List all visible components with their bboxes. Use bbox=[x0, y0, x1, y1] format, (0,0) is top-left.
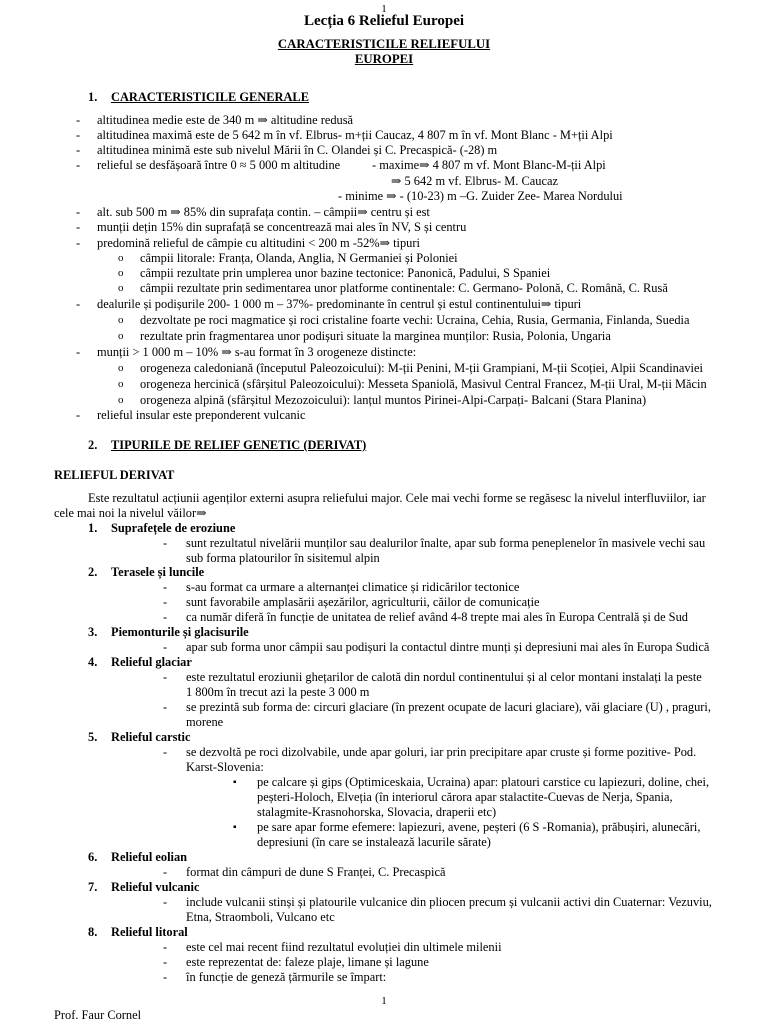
list-subitem: dezvoltate pe roci magmatice și roci cristaline foarte vechi: Ucraina, Cehia, Rusia, Germania, Finlanda, Suedia bbox=[140, 313, 690, 327]
item-line: stalagmite-Krasnohorska, Slovacia, draperii etc) bbox=[257, 805, 497, 819]
item-title: Relieful glaciar bbox=[111, 655, 192, 669]
list-subitem: câmpii rezultate prin sedimentarea unor platforme continentale: C. Germano- Polonă, C. Română, C. Rusă bbox=[140, 281, 668, 295]
dash-bullet: - bbox=[163, 700, 168, 714]
item-title: Terasele și luncile bbox=[111, 565, 205, 579]
item-number: 5. bbox=[88, 730, 98, 744]
circle-bullet: o bbox=[118, 282, 124, 294]
list-item-elbrus: ⇒ 5 642 m vf. Elbrus- M. Caucaz bbox=[391, 174, 558, 188]
dash-bullet: - bbox=[163, 865, 168, 879]
item-number: 4. bbox=[88, 655, 98, 669]
dash-bullet: - bbox=[163, 640, 168, 654]
item-line: Etna, Straomboli, Vulcano etc bbox=[186, 910, 335, 924]
list-item-minime: - minime ⇒ - (10-23) m –G. Zuider Zee- Marea Nordului bbox=[338, 189, 623, 203]
item-line: 1 800m în trecut azi la peste 3 000 m bbox=[186, 685, 370, 699]
dash-bullet: - bbox=[163, 536, 168, 550]
derivat-intro-line-2: cele mai noi la nivelul văilor⇒ bbox=[54, 506, 207, 520]
dash-bullet: - bbox=[76, 408, 81, 422]
item-number: 3. bbox=[88, 625, 98, 639]
list-item: altitudinea minimă este sub nivelul Mării în C. Olandei și C. Precaspică- (-28) m bbox=[97, 143, 498, 157]
item-line: Karst-Slovenia: bbox=[186, 760, 264, 774]
circle-bullet: o bbox=[118, 378, 124, 390]
dash-bullet: - bbox=[163, 940, 168, 954]
item-line: apar sub forma unor câmpii sau podișuri la contactul dintre munți și depresiuni mai ales în Europa Sudică bbox=[186, 640, 710, 654]
subtitle-line-1: CARACTERISTICILE RELIEFULUI bbox=[277, 37, 491, 51]
dash-bullet: - bbox=[163, 745, 168, 759]
item-line: pe sare apar forme efemere: lapiezuri, avene, peșteri (6 S -Romania), prăbușiri, alunecări, bbox=[257, 820, 701, 834]
item-number: 7. bbox=[88, 880, 98, 894]
item-number: 6. bbox=[88, 850, 98, 864]
item-line: peșteri-Holoch, Elveția (în interiorul cărora apar stalactite-Cuevas de Nerja, Spania, bbox=[257, 790, 673, 804]
dash-bullet: - bbox=[76, 220, 81, 234]
subtitle-line-2: EUROPEI bbox=[354, 52, 414, 66]
item-title: Relieful carstic bbox=[111, 730, 191, 744]
circle-bullet: o bbox=[118, 362, 124, 374]
dash-bullet: - bbox=[76, 158, 81, 172]
section-2-heading: TIPURILE DE RELIEF GENETIC (DERIVAT) bbox=[111, 438, 367, 452]
dash-bullet: - bbox=[163, 595, 168, 609]
square-bullet: ▪ bbox=[233, 777, 237, 788]
list-subitem: orogeneza caledoniană (începutul Paleozoicului): M-ții Penini, M-ții Grampiani, M-ții Scoției, Alpii Scandinaviei bbox=[140, 361, 703, 375]
item-line: sunt favorabile amplasării așezărilor, agriculturii, căilor de comunicație bbox=[186, 595, 540, 609]
circle-bullet: o bbox=[118, 394, 124, 406]
section-2-number: 2. bbox=[88, 438, 98, 452]
list-item: predomină relieful de câmpie cu altitudini < 200 m -52%⇒ tipuri bbox=[97, 236, 420, 250]
item-line: sunt rezultatul nivelării munților sau dealurilor înalte, apar sub forma peneplenelor în masivele vechi sau bbox=[186, 536, 706, 550]
dash-bullet: - bbox=[76, 128, 81, 142]
page-number-bottom: 1 bbox=[381, 995, 387, 1007]
list-item: alt. sub 500 m ⇒ 85% din suprafața contin. – câmpii⇒ centru și est bbox=[97, 205, 430, 219]
circle-bullet: o bbox=[118, 267, 124, 279]
dash-bullet: - bbox=[163, 970, 168, 984]
list-subitem: câmpii litorale: Franța, Olanda, Anglia, N Germaniei și Poloniei bbox=[140, 251, 458, 265]
list-item: altitudinea medie este de 340 m ⇒ altitudine redusă bbox=[97, 113, 354, 127]
item-line: include vulcanii stinși și platourile vulcanice din pliocen precum și vulcanii activi din Cuaternar: Vezuviu, bbox=[186, 895, 712, 909]
dash-bullet: - bbox=[76, 143, 81, 157]
item-title: Relieful vulcanic bbox=[111, 880, 200, 894]
derivat-heading: RELIEFUL DERIVAT bbox=[54, 468, 175, 482]
list-subitem: orogeneza alpină (sfârșitul Mezozoicului): lanțul muntos Pirinei-Alpi-Carpați- Balcani (Stara Planina) bbox=[140, 393, 647, 407]
list-item-maxime: - maxime⇒ 4 807 m vf. Mont Blanc-M-ții Alpi bbox=[372, 158, 606, 172]
item-line: pe calcare și gips (Optimiceskaia, Ucraina) apar: platouri carstice cu lapiezuri, doline, chei, bbox=[257, 775, 710, 789]
list-item: relieful se desfășoară între 0 ≈ 5 000 m altitudine bbox=[97, 158, 341, 172]
dash-bullet: - bbox=[163, 670, 168, 684]
dash-bullet: - bbox=[76, 297, 81, 311]
item-number: 8. bbox=[88, 925, 98, 939]
list-subitem: rezultate prin fragmentarea unor podișuri situate la marginea munților: Rusia, Polonia, Ungaria bbox=[140, 329, 611, 343]
derivat-intro-line-1: Este rezultatul acțiunii agenților externi asupra reliefului major. Cele mai vechi forme se regăsesc la nivelul interfluviilor, iar bbox=[88, 491, 706, 505]
list-subitem: câmpii rezultate prin umplerea unor bazine tectonice: Panonică, Padului, S Spaniei bbox=[140, 266, 551, 280]
item-line: se prezintă sub forma de: circuri glaciare (în prezent ocupate de lacuri glaciare), văi glaciare (U) , praguri, bbox=[186, 700, 711, 714]
item-line: s-au format ca urmare a alternanței climatice și ridicărilor tectonice bbox=[186, 580, 520, 594]
circle-bullet: o bbox=[118, 314, 124, 326]
item-line: depresiuni (în care se instalează lacurile sărate) bbox=[257, 835, 491, 849]
item-line: format din câmpuri de dune S Franței, C. Precaspică bbox=[186, 865, 446, 879]
item-title: Relieful eolian bbox=[111, 850, 188, 864]
page-title: Lecția 6 Relieful Europei bbox=[303, 13, 465, 29]
item-number: 1. bbox=[88, 521, 98, 535]
list-subitem: orogeneza hercinică (sfârșitul Paleozoicului): Messeta Spaniolă, Masivul Central Francez, M-ții Ural, M-ții Măcin bbox=[140, 377, 707, 391]
list-item: dealurile și podișurile 200- 1 000 m – 37%- predominante în centrul și estul continentului⇒ tipuri bbox=[97, 297, 582, 311]
item-line: este reprezentat de: faleze plaje, limane și lagune bbox=[186, 955, 429, 969]
list-item: munții dețin 15% din suprafață se concentrează mai ales în NV, S și centru bbox=[97, 220, 467, 234]
item-title: Piemonturile și glacisurile bbox=[111, 625, 249, 639]
dash-bullet: - bbox=[76, 205, 81, 219]
item-line: este cel mai recent fiind rezultatul evoluției din ultimele milenii bbox=[186, 940, 502, 954]
author: Prof. Faur Cornel bbox=[54, 1008, 142, 1022]
dash-bullet: - bbox=[163, 955, 168, 969]
dash-bullet: - bbox=[163, 895, 168, 909]
item-line: morene bbox=[186, 715, 224, 729]
dash-bullet: - bbox=[76, 345, 81, 359]
list-item: relieful insular este preponderent vulcanic bbox=[97, 408, 306, 422]
item-line: în funcție de geneză țărmurile se împart: bbox=[186, 970, 387, 984]
item-line: se dezvoltă pe roci dizolvabile, unde apar goluri, iar prin precipitare apar cruste și forme pozitive- Pod. bbox=[186, 745, 697, 759]
page-number-top: 1 bbox=[381, 3, 387, 15]
item-title: Suprafețele de eroziune bbox=[111, 521, 236, 535]
dash-bullet: - bbox=[76, 236, 81, 250]
section-1-number: 1. bbox=[88, 90, 98, 104]
item-line: este rezultatul eroziunii ghețarilor de calotă din nordul continentului și al celor montani instalați la peste bbox=[186, 670, 702, 684]
circle-bullet: o bbox=[118, 330, 124, 342]
square-bullet: ▪ bbox=[233, 822, 237, 833]
item-line: sub forma platourilor în sisitemul alpin bbox=[186, 551, 380, 565]
section-1-heading: CARACTERISTICILE GENERALE bbox=[111, 90, 309, 104]
dash-bullet: - bbox=[163, 610, 168, 624]
list-item: altitudinea maximă este de 5 642 m în vf. Elbrus- m+ții Caucaz, 4 807 m în vf. Mont Blanc - M+ții Alpi bbox=[97, 128, 613, 142]
dash-bullet: - bbox=[163, 580, 168, 594]
item-number: 2. bbox=[88, 565, 98, 579]
item-title: Relieful litoral bbox=[111, 925, 188, 939]
item-line: ca număr diferă în funcție de unitatea de relief având 4-8 trepte mai ales în Europa Centrală și de Sud bbox=[186, 610, 688, 624]
dash-bullet: - bbox=[76, 113, 81, 127]
circle-bullet: o bbox=[118, 252, 124, 264]
list-item: munții > 1 000 m – 10% ⇒ s-au format în 3 orogeneze distincte: bbox=[97, 345, 417, 359]
